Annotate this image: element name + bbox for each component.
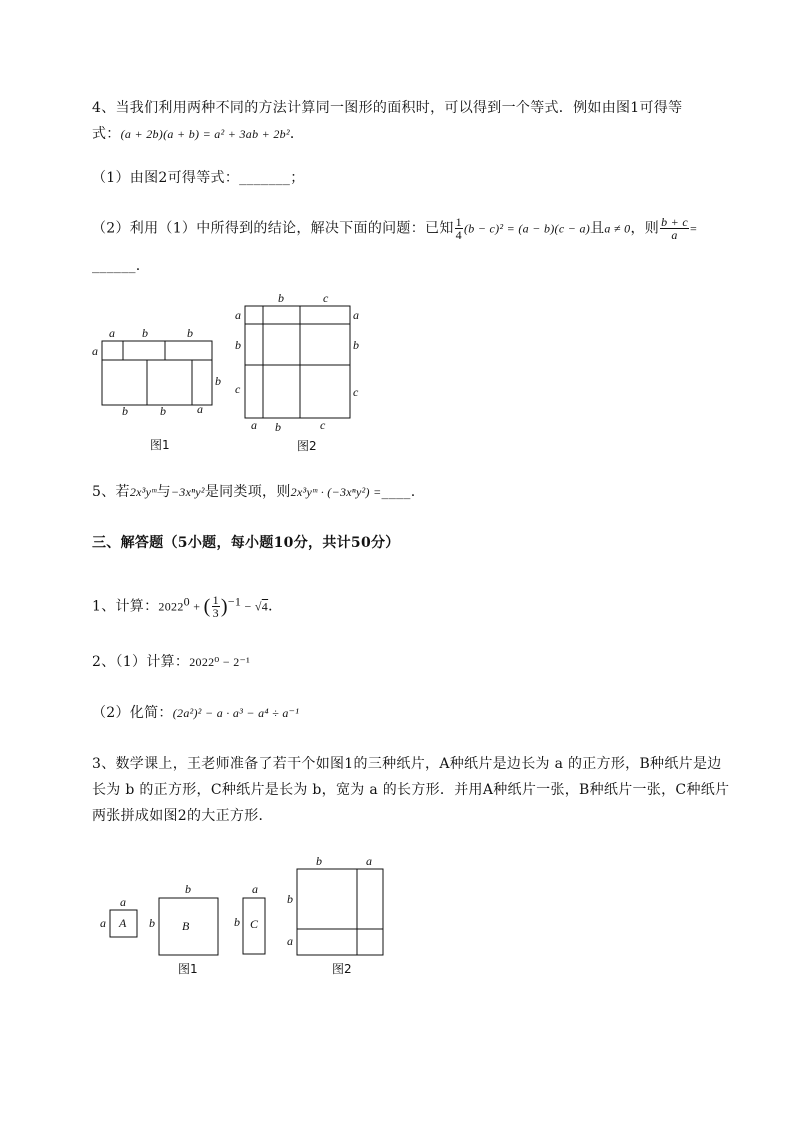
p2-line2 <box>92 703 299 723</box>
p1-rparen: ) <box>220 595 228 618</box>
fig2-left-a: a <box>235 308 241 322</box>
frac-denominator: 3 <box>212 606 219 620</box>
q4-fraction-quarter <box>455 216 463 241</box>
frac-denominator: 4 <box>455 228 462 242</box>
piece-b-name: B <box>182 919 190 933</box>
frac-numerator: 1 <box>212 593 219 607</box>
fig1-right-b: b <box>215 374 221 388</box>
q5-mid: 与 <box>156 484 171 500</box>
piece-a-name: A <box>119 916 127 930</box>
p1-base: 2022 <box>158 599 184 614</box>
q4-formula: (a + 2b)(a + b) = a² + 3ab + 2b² <box>120 127 290 141</box>
p2-label2: （2）化简： <box>92 705 173 721</box>
q4-fraction-bc-a <box>660 216 689 241</box>
p1-lparen: ( <box>203 595 211 618</box>
p3-figure2 <box>286 852 396 977</box>
piece-b-left: b <box>149 916 155 930</box>
p3-fig2-caption: 图2 <box>332 962 352 976</box>
q4-part2 <box>92 216 697 241</box>
q5-term1: 2x³yᵐ <box>129 485 157 499</box>
p3-line3: 两张拼成如图2的大正方形． <box>92 808 273 824</box>
big-square-top-a: a <box>366 854 372 868</box>
piece-a-top: a <box>120 895 126 909</box>
fig2-bottom-b: b <box>275 420 281 434</box>
piece-c-left: b <box>234 915 240 929</box>
fig2-left-c: c <box>235 382 241 396</box>
q4-part2-blank: ______. <box>92 258 141 274</box>
fig1-top-b2: b <box>187 326 193 340</box>
p2-expr1: 2022⁰ − 2⁻¹ <box>189 655 251 669</box>
q4-line2-suffix: ． <box>289 126 305 142</box>
fig1-left-a: a <box>92 344 98 358</box>
p1-end: ． <box>268 598 283 615</box>
fig2-bottom-c: c <box>320 418 326 432</box>
q5-expr: 2x³yᵐ · (−3xⁿy²) = <box>290 485 382 499</box>
q4-part2-prefix: （2）利用（1）中所得到的结论，解决下面的问题：已知 <box>92 220 454 237</box>
q4-line2-prefix: 式： <box>92 126 121 142</box>
q4-part2-eq: = <box>690 221 698 236</box>
q4-part1: （1）由图2可得等式：_______； <box>92 170 305 186</box>
fig2-right-c: c <box>353 385 359 399</box>
fig1-top-b1: b <box>142 326 148 340</box>
q5-mid2: 是同类项，则 <box>204 484 291 500</box>
q4-line2 <box>92 124 304 144</box>
fig1-bottom-b2: b <box>160 404 166 418</box>
fig1-bottom-b1: b <box>122 404 128 418</box>
fig1-bottom-a: a <box>197 402 203 416</box>
q4-part2-cond: 且 <box>590 220 605 237</box>
piece-c-name: C <box>250 917 259 931</box>
q5-line <box>92 482 415 502</box>
p1-sqrt-value: 4 <box>261 599 269 614</box>
p3-line1: 3、数学课上，王老师准备了若干个如图1的三种纸片，A种纸片是边长为 a 的正方形，B种纸片是边 <box>92 756 722 772</box>
fig1-outer-rect <box>102 341 212 405</box>
piece-a-left: a <box>100 916 106 930</box>
q4-figure1 <box>90 325 230 452</box>
p1-minus: − <box>241 599 255 614</box>
fig2-top-c: c <box>323 291 329 305</box>
big-square-rect <box>297 869 383 955</box>
big-square-left-b: b <box>287 892 293 906</box>
p2-label1: 2、（1）计算： <box>92 654 190 670</box>
q5-blank: ____. <box>381 484 416 500</box>
piece-c-top: a <box>252 882 258 896</box>
p1-line <box>92 594 282 619</box>
q5-prefix: 5、若 <box>92 484 130 500</box>
frac-numerator: 1 <box>455 215 462 229</box>
fig2-top-b: b <box>278 291 284 305</box>
q4-part2-formula: (b − c)² = (a − b)(c − a) <box>463 221 591 236</box>
q5-term2: −3xⁿy² <box>170 485 205 499</box>
frac-numerator: b + c <box>661 215 689 229</box>
big-square-top-b: b <box>316 854 322 868</box>
piece-b-top: b <box>185 882 191 896</box>
p3-fig1-caption: 图1 <box>178 962 198 976</box>
p1-exp0: 0 <box>183 594 190 609</box>
p2-line1 <box>92 652 250 672</box>
p1-plus: + <box>189 599 204 614</box>
fig2-right-a: a <box>353 308 359 322</box>
p3-line2: 长为 b 的正方形，C种纸片是长为 b，宽为 a 的长方形．并用A种纸片一张，B种纸片一张，C种纸片 <box>92 782 730 798</box>
p1-exp-neg1: −1 <box>227 594 242 609</box>
fig2-right-b: b <box>353 338 359 352</box>
big-square-left-a: a <box>287 934 293 948</box>
fig1-caption: 图1 <box>150 438 170 452</box>
p1-fraction <box>212 594 220 619</box>
section3-title: 三、解答题（5小题，每小题10分，共计50分） <box>92 535 400 551</box>
p3-figure1 <box>96 880 276 980</box>
q4-part2-then: ，则 <box>630 220 660 237</box>
q4-part2-cond-formula: a ≠ 0 <box>604 221 631 236</box>
p1-sqrt-icon: √ <box>254 599 262 614</box>
p2-expr2: (2a²)² − a · a³ − a⁴ ÷ a⁻¹ <box>172 706 300 720</box>
q4-figure2 <box>232 292 372 452</box>
fig2-caption: 图2 <box>297 439 317 453</box>
q4-line1: 4、当我们利用两种不同的方法计算同一图形的面积时，可以得到一个等式．例如由图1可得等 <box>92 100 683 116</box>
fig1-top-a: a <box>109 326 115 340</box>
fig2-left-b: b <box>235 338 241 352</box>
frac-denominator: a <box>671 228 678 242</box>
fig2-outer-rect <box>245 306 350 418</box>
fig2-bottom-a: a <box>251 418 257 432</box>
p1-label: 1、计算： <box>92 598 159 615</box>
